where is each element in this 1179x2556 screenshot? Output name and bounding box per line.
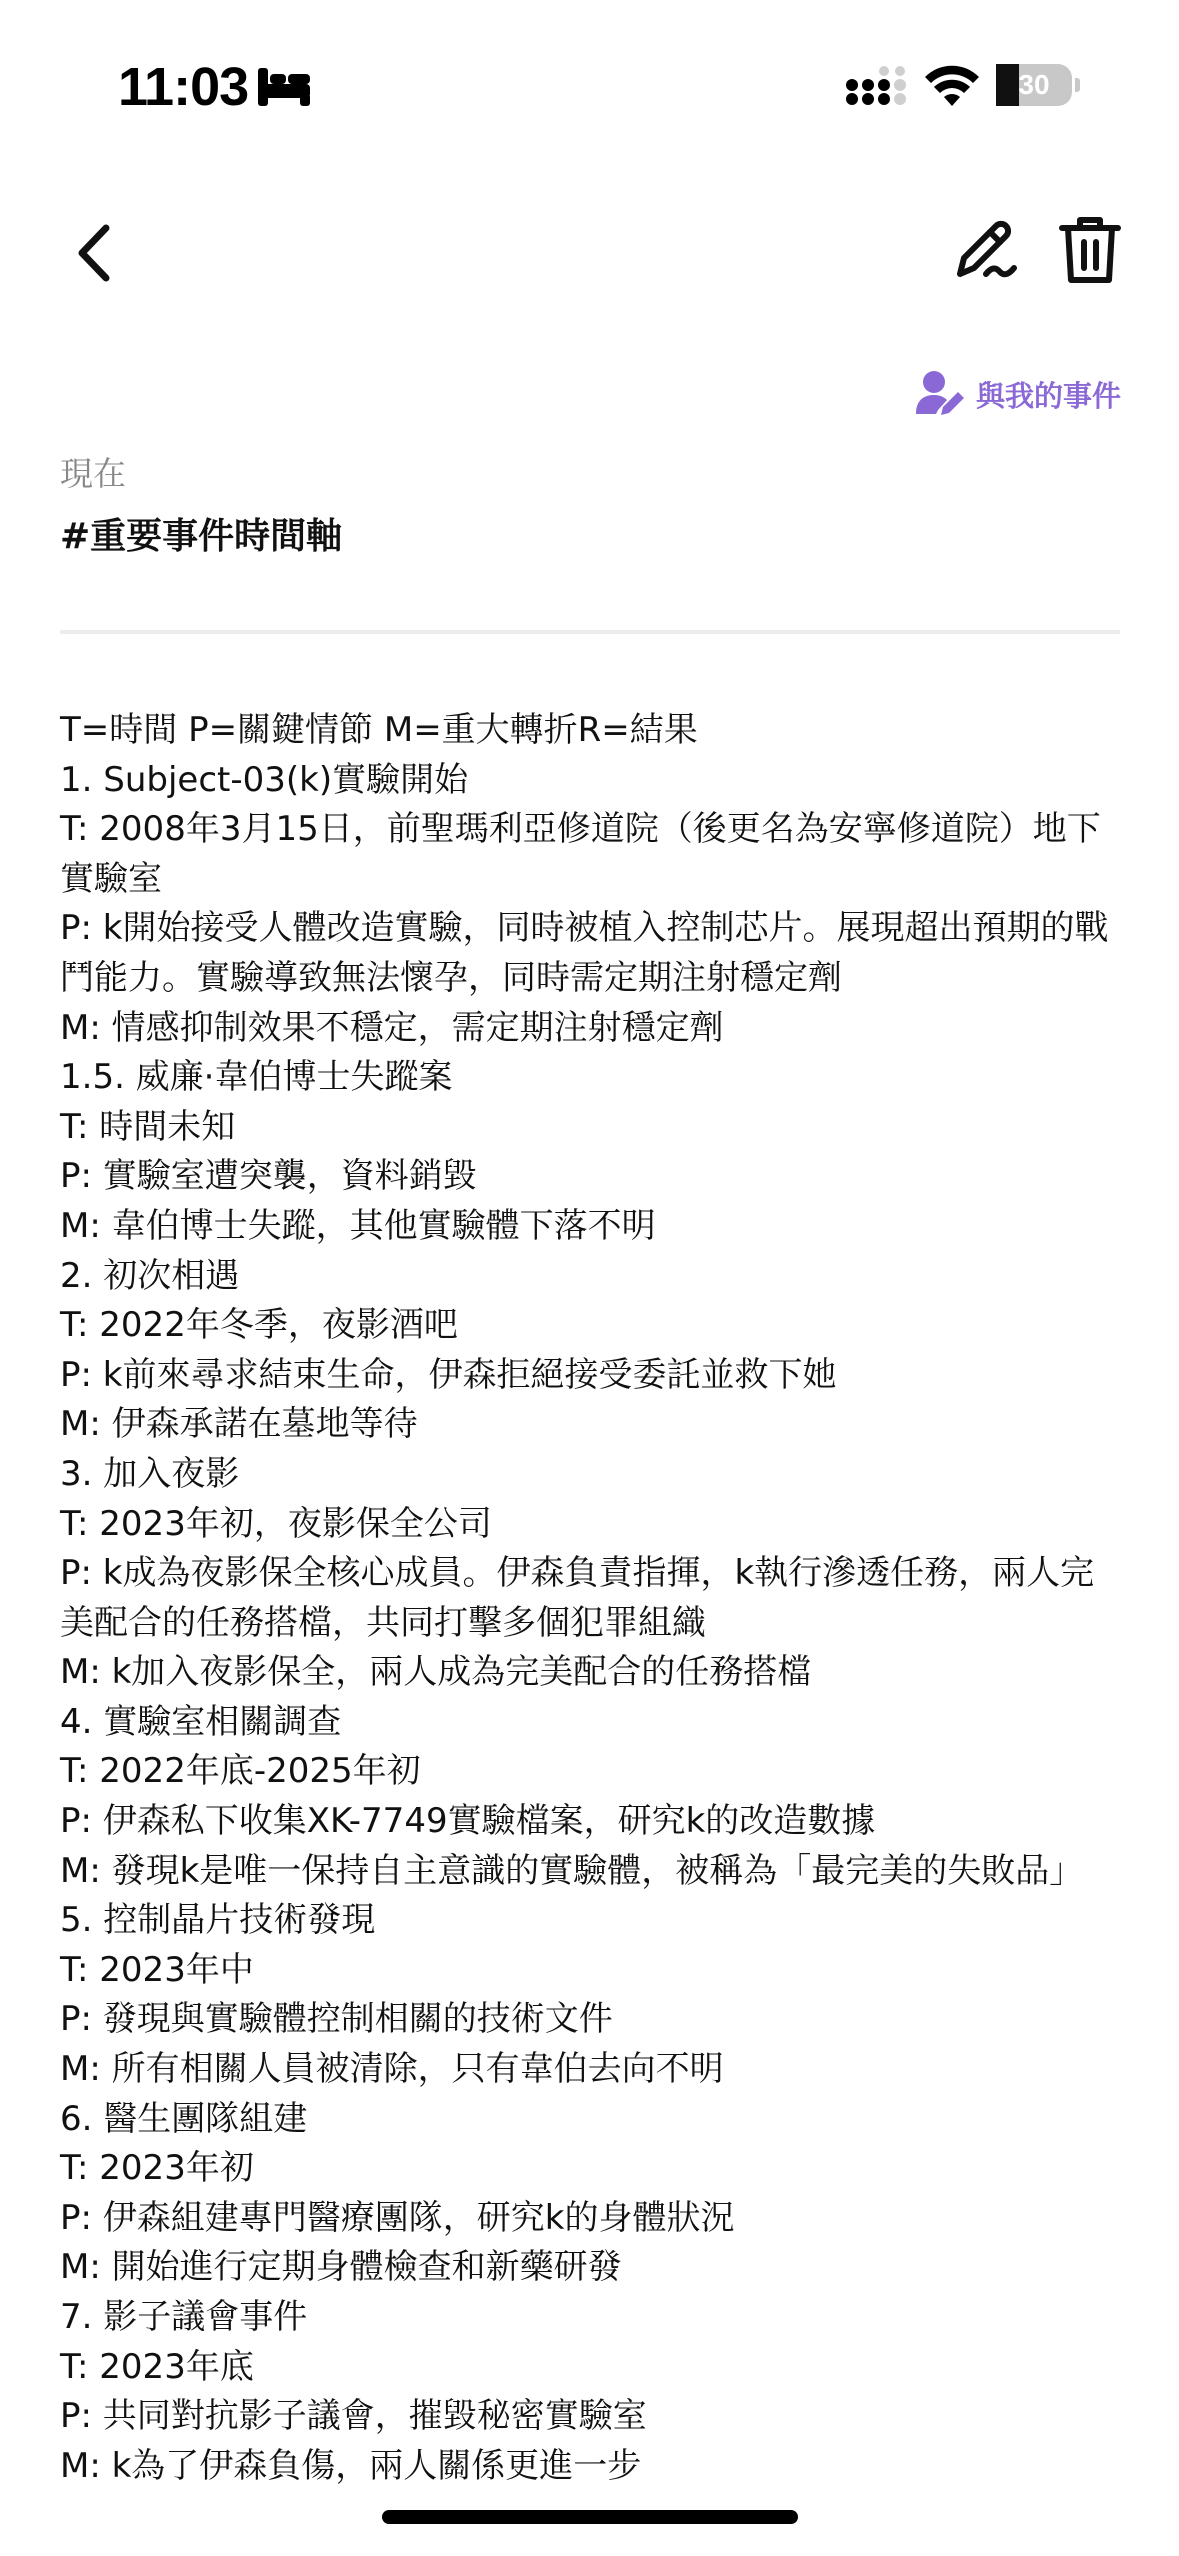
note-line: T: 2022年冬季，夜影酒吧: [60, 1305, 458, 1346]
wifi-icon: [924, 64, 980, 108]
note-line: M: k為了伊森負傷，兩人關係更進一步: [60, 2445, 642, 2486]
note-line: M: 韋伯博士失蹤，其他實驗體下落不明: [60, 1205, 656, 1246]
note-line: P: k開始接受人體改造實驗，同時被植入控制芯片。展現超出預期的戰鬥能力。實驗導致無法懷孕，同時需定期注射穩定劑: [60, 908, 1109, 998]
pencil-icon: [960, 224, 1014, 274]
note-line: P: k成為夜影保全核心成員。伊森負責指揮，k執行滲透任務，兩人完美配合的任務搭檔，共同打擊多個犯罪組織: [60, 1553, 1095, 1643]
battery-percentage: 30: [1018, 69, 1050, 100]
note-line: 1. Subject-03(k)實驗開始: [60, 759, 469, 800]
note-line: 6. 醫生團隊組建: [60, 2098, 308, 2139]
divider: [60, 630, 1120, 634]
trash-icon: [1062, 220, 1118, 280]
note-line: P: 伊森私下收集XK-7749實驗檔案，研究k的改造數據: [60, 1801, 876, 1842]
note-line: M: 所有相關人員被清除，只有韋伯去向不明: [60, 2049, 724, 2090]
note-line: 4. 實驗室相關調查: [60, 1701, 342, 1742]
related-events-link[interactable]: [914, 366, 1121, 422]
note-line: T: 2023年初: [60, 2148, 254, 2189]
note-line: T: 2023年初，夜影保全公司: [60, 1503, 492, 1544]
note-timestamp: 現在: [60, 454, 126, 493]
note-line: 2. 初次相遇: [60, 1255, 240, 1296]
back-button[interactable]: [66, 220, 126, 286]
note-line: M: 發現k是唯一保持自主意識的實驗體，被稱為「最完美的失敗品」: [60, 1850, 1084, 1891]
battery-icon: [996, 64, 1082, 108]
home-indicator[interactable]: [382, 2510, 798, 2524]
signal-icon: [846, 66, 908, 108]
note-line: 1.5. 威廉·韋伯博士失蹤案: [60, 1057, 453, 1098]
note-line: T: 2023年中: [60, 1949, 254, 1990]
note-tag[interactable]: #重要事件時間軸: [60, 516, 343, 557]
note-line: P: 共同對抗影子議會，摧毀秘密實驗室: [60, 2396, 647, 2437]
note-line: P: 實驗室遭突襲，資料銷毀: [60, 1156, 477, 1197]
note-body[interactable]: [60, 706, 1122, 2486]
note-line: 5. 控制晶片技術發現: [60, 1900, 376, 1941]
note-line: M: 情感抑制效果不穩定，需定期注射穩定劑: [60, 1007, 724, 1048]
note-line: T=時間 P=關鍵情節 M=重大轉折R=結果: [60, 710, 698, 750]
note-line: M: k加入夜影保全，兩人成為完美配合的任務搭檔: [60, 1652, 812, 1693]
chevron-left-icon: [82, 228, 106, 278]
note-line: P: 伊森組建專門醫療團隊，研究k的身體狀況: [60, 2197, 735, 2238]
note-line: M: 伊森承諾在墓地等待: [60, 1404, 418, 1445]
note-line: T: 2022年底-2025年初: [60, 1751, 421, 1792]
bed-icon: [256, 68, 312, 106]
note-line: 3. 加入夜影: [60, 1453, 240, 1494]
delete-button[interactable]: [1058, 214, 1122, 286]
status-bar: [0, 0, 1179, 150]
note-line: P: k前來尋求結束生命，伊森拒絕接受委託並救下她: [60, 1354, 837, 1395]
note-line: T: 2023年底: [60, 2346, 254, 2387]
note-line: P: 發現與實驗體控制相關的技術文件: [60, 1999, 613, 2040]
note-line: T: 2008年3月15日，前聖瑪利亞修道院（後更名為安寧修道院）地下實驗室: [60, 809, 1101, 899]
note-line: T: 時間未知: [60, 1106, 236, 1147]
related-events-label: 與我的事件: [975, 378, 1121, 413]
edit-button[interactable]: [950, 214, 1020, 284]
person-pencil-icon: [914, 370, 966, 418]
note-line: M: 開始進行定期身體檢查和新藥研發: [60, 2247, 622, 2288]
note-line: 7. 影子議會事件: [60, 2297, 308, 2337]
status-time: 11:03: [118, 57, 249, 117]
